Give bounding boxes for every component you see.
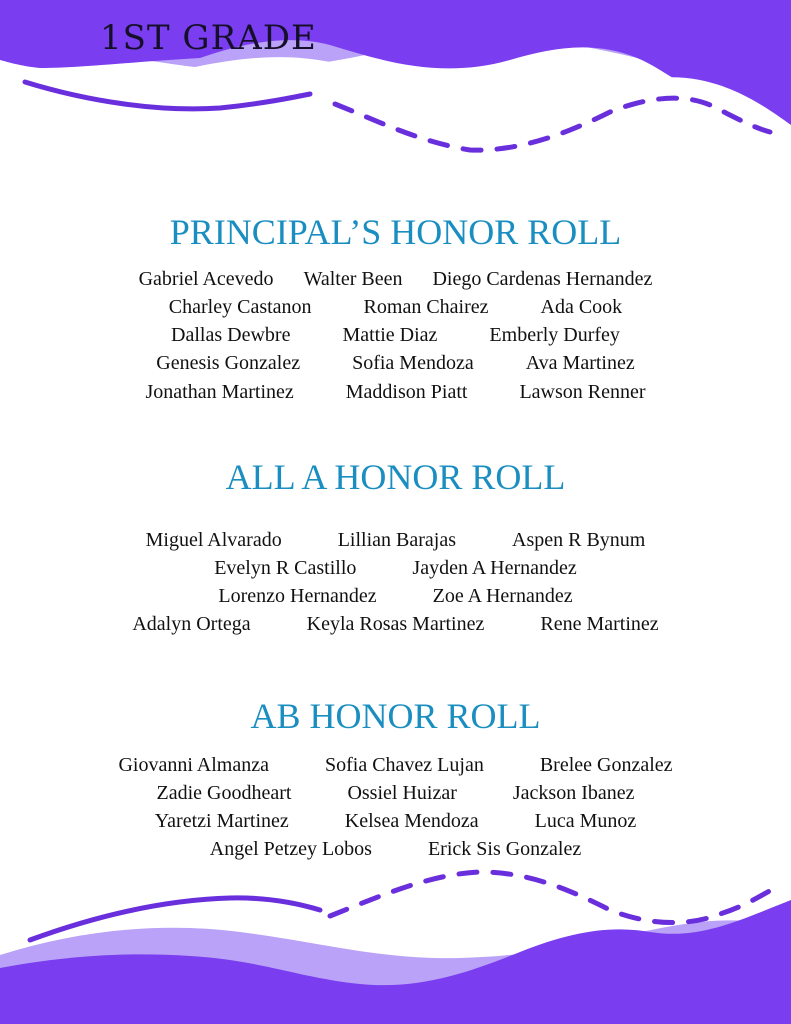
student-name: Ossiel Huizar [347, 781, 457, 804]
student-name: Keyla Rosas Martinez [306, 613, 485, 636]
principals-honor-roll-heading: PRINCIPAL’S HONOR ROLL [169, 212, 622, 252]
student-name: Dallas Dewbre [171, 324, 291, 347]
name-row [0, 321, 791, 349]
student-name: Jackson Ibanez [512, 781, 635, 804]
name-row [0, 265, 791, 293]
principals-honor-roll-names [0, 265, 791, 406]
top-wave-white-cut [0, 57, 330, 200]
student-name: Sofia Chavez Lujan [324, 753, 484, 776]
all-a-honor-roll-heading: ALL A HONOR ROLL [225, 457, 566, 497]
student-name: Miguel Alvarado [145, 528, 282, 551]
student-name: Erick Sis Gonzalez [427, 838, 582, 861]
student-name: Ava Martinez [525, 352, 635, 375]
student-name: Giovanni Almanza [118, 753, 269, 776]
name-row [0, 526, 791, 554]
principals-honor-roll-section [0, 213, 791, 406]
student-name: Genesis Gonzalez [156, 352, 301, 375]
student-name: Luca Munoz [534, 810, 637, 833]
name-row [0, 349, 791, 377]
student-name: Mattie Diaz [342, 324, 438, 347]
student-name: Zadie Goodheart [156, 781, 292, 804]
all-a-honor-roll-section [0, 458, 791, 639]
student-name: Yaretzi Martinez [154, 810, 289, 833]
bottom-dashed-line [330, 872, 775, 923]
student-name: Zoe A Hernandez [432, 585, 573, 608]
student-name: Adalyn Ortega [132, 613, 251, 636]
student-name: Charley Castanon [168, 295, 312, 318]
student-name: Ada Cook [540, 295, 623, 318]
student-name: Diego Cardenas Hernandez [432, 267, 653, 290]
student-name: Evelyn R Castillo [214, 556, 357, 579]
ab-honor-roll-heading: AB HONOR ROLL [250, 696, 541, 736]
name-row [0, 751, 791, 779]
all-a-honor-roll-names [0, 526, 791, 639]
student-name: Emberly Durfey [489, 324, 620, 347]
grade-title: 1ST GRADE [100, 18, 317, 58]
student-name: Lillian Barajas [337, 528, 457, 551]
name-row [0, 610, 791, 638]
student-name: Walter Been [303, 267, 403, 290]
name-row [0, 779, 791, 807]
name-row [0, 582, 791, 610]
student-name: Brelee Gonzalez [539, 753, 673, 776]
student-name: Lorenzo Hernandez [218, 585, 377, 608]
ab-honor-roll-section [0, 697, 791, 864]
student-name: Rene Martinez [540, 613, 659, 636]
student-name: Maddison Piatt [345, 380, 468, 403]
student-name: Angel Petzey Lobos [209, 838, 372, 861]
student-name: Jonathan Martinez [145, 380, 294, 403]
student-name: Jayden A Hernandez [412, 556, 577, 579]
name-row [0, 554, 791, 582]
student-name: Gabriel Acevedo [138, 267, 274, 290]
student-name: Sofia Mendoza [352, 352, 474, 375]
student-name: Lawson Renner [519, 380, 646, 403]
student-name: Kelsea Mendoza [344, 810, 479, 833]
name-row [0, 293, 791, 321]
name-row [0, 807, 791, 835]
bottom-wave-decoration [0, 860, 791, 1024]
ab-honor-roll-names [0, 751, 791, 864]
student-name: Roman Chairez [363, 295, 489, 318]
name-row [0, 378, 791, 406]
student-name: Aspen R Bynum [512, 528, 646, 551]
